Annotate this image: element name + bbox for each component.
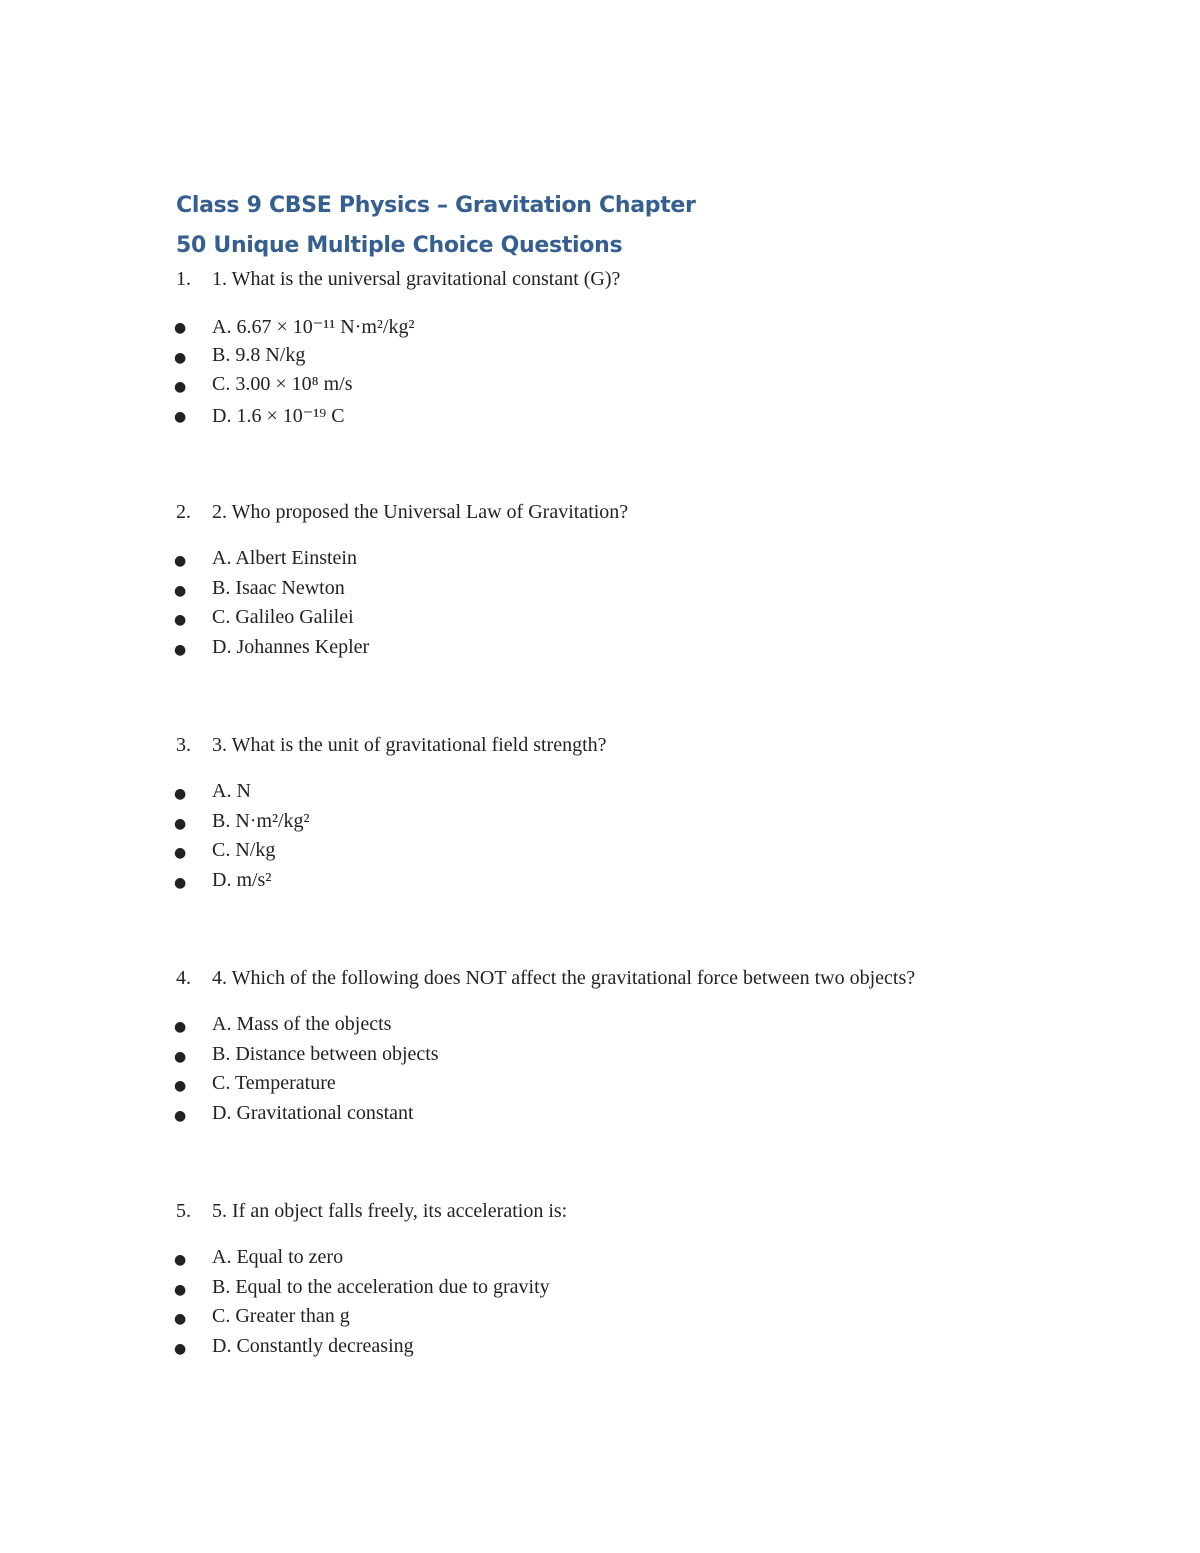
option-c bbox=[0, 1072, 1200, 1100]
option-text: C. Greater than g bbox=[212, 1305, 350, 1327]
question-text: 3. What is the unit of gravitational field strength? bbox=[212, 734, 607, 756]
question-text: 1. What is the universal gravitational constant (G)? bbox=[212, 268, 621, 290]
option-text: C. Galileo Galilei bbox=[212, 606, 354, 628]
bullet-icon: ● bbox=[174, 409, 187, 425]
bullet-icon: ● bbox=[174, 845, 187, 861]
bullet-icon: ● bbox=[174, 583, 187, 599]
option-text: A. Albert Einstein bbox=[212, 547, 357, 569]
question-text: 4. Which of the following does NOT affect the gravitational force between two objects? bbox=[212, 967, 916, 989]
option-text: C. N/kg bbox=[212, 839, 276, 861]
option-text: D. Gravitational constant bbox=[212, 1102, 414, 1124]
bullet-icon: ● bbox=[174, 553, 187, 569]
question-number: 4. bbox=[176, 967, 191, 989]
option-text: B. 9.8 N/kg bbox=[212, 344, 306, 366]
option-b bbox=[0, 344, 1200, 372]
document-subtitle: 50 Unique Multiple Choice Questions bbox=[176, 233, 623, 258]
bullet-icon: ● bbox=[174, 320, 187, 336]
bullet-icon: ● bbox=[174, 1078, 187, 1094]
question-number: 5. bbox=[176, 1200, 191, 1222]
bullet-icon: ● bbox=[174, 350, 187, 366]
bullet-icon: ● bbox=[174, 786, 187, 802]
option-a bbox=[0, 780, 1200, 808]
option-text: A. N bbox=[212, 780, 251, 802]
option-text: B. Distance between objects bbox=[212, 1043, 439, 1065]
question-line bbox=[0, 967, 1200, 995]
option-text: D. 1.6 × 10⁻¹⁹ C bbox=[212, 405, 345, 427]
question-text: 5. If an object falls freely, its acceleration is: bbox=[212, 1200, 568, 1222]
option-b bbox=[0, 1276, 1200, 1304]
option-a bbox=[0, 547, 1200, 575]
bullet-icon: ● bbox=[174, 1019, 187, 1035]
option-text: D. Constantly decreasing bbox=[212, 1335, 414, 1357]
bullet-icon: ● bbox=[174, 1311, 187, 1327]
question-line bbox=[0, 734, 1200, 762]
document-title: Class 9 CBSE Physics – Gravitation Chapter bbox=[176, 193, 696, 218]
bullet-icon: ● bbox=[174, 875, 187, 891]
option-d bbox=[0, 1335, 1200, 1363]
option-text: C. Temperature bbox=[212, 1072, 336, 1094]
option-d bbox=[0, 636, 1200, 664]
option-d bbox=[0, 869, 1200, 897]
bullet-icon: ● bbox=[174, 816, 187, 832]
option-a bbox=[0, 314, 1200, 342]
bullet-icon: ● bbox=[174, 1049, 187, 1065]
option-text: B. Isaac Newton bbox=[212, 577, 345, 599]
option-b bbox=[0, 577, 1200, 605]
option-text: D. m/s² bbox=[212, 869, 272, 891]
bullet-icon: ● bbox=[174, 1282, 187, 1298]
bullet-icon: ● bbox=[174, 1108, 187, 1124]
option-d bbox=[0, 1102, 1200, 1130]
question-line bbox=[0, 1200, 1200, 1228]
question-line bbox=[0, 501, 1200, 529]
question-number: 3. bbox=[176, 734, 191, 756]
option-b bbox=[0, 810, 1200, 838]
option-text: B. Equal to the acceleration due to gravity bbox=[212, 1276, 550, 1298]
option-a bbox=[0, 1246, 1200, 1274]
option-c bbox=[0, 373, 1200, 401]
option-c bbox=[0, 839, 1200, 867]
option-text: D. Johannes Kepler bbox=[212, 636, 370, 658]
question-number: 2. bbox=[176, 501, 191, 523]
question-line bbox=[0, 268, 1200, 296]
bullet-icon: ● bbox=[174, 379, 187, 395]
question-number: 1. bbox=[176, 268, 191, 290]
option-d bbox=[0, 403, 1200, 431]
question-text: 2. Who proposed the Universal Law of Gravitation? bbox=[212, 501, 629, 523]
option-text: A. Equal to zero bbox=[212, 1246, 344, 1268]
option-text: A. Mass of the objects bbox=[212, 1013, 392, 1035]
option-a bbox=[0, 1013, 1200, 1041]
option-text: C. 3.00 × 10⁸ m/s bbox=[212, 373, 353, 395]
bullet-icon: ● bbox=[174, 642, 187, 658]
option-text: B. N·m²/kg² bbox=[212, 810, 310, 832]
bullet-icon: ● bbox=[174, 1252, 187, 1268]
bullet-icon: ● bbox=[174, 1341, 187, 1357]
option-c bbox=[0, 1305, 1200, 1333]
option-c bbox=[0, 606, 1200, 634]
bullet-icon: ● bbox=[174, 612, 187, 628]
option-b bbox=[0, 1043, 1200, 1071]
option-text: A. 6.67 × 10⁻¹¹ N·m²/kg² bbox=[212, 316, 415, 338]
